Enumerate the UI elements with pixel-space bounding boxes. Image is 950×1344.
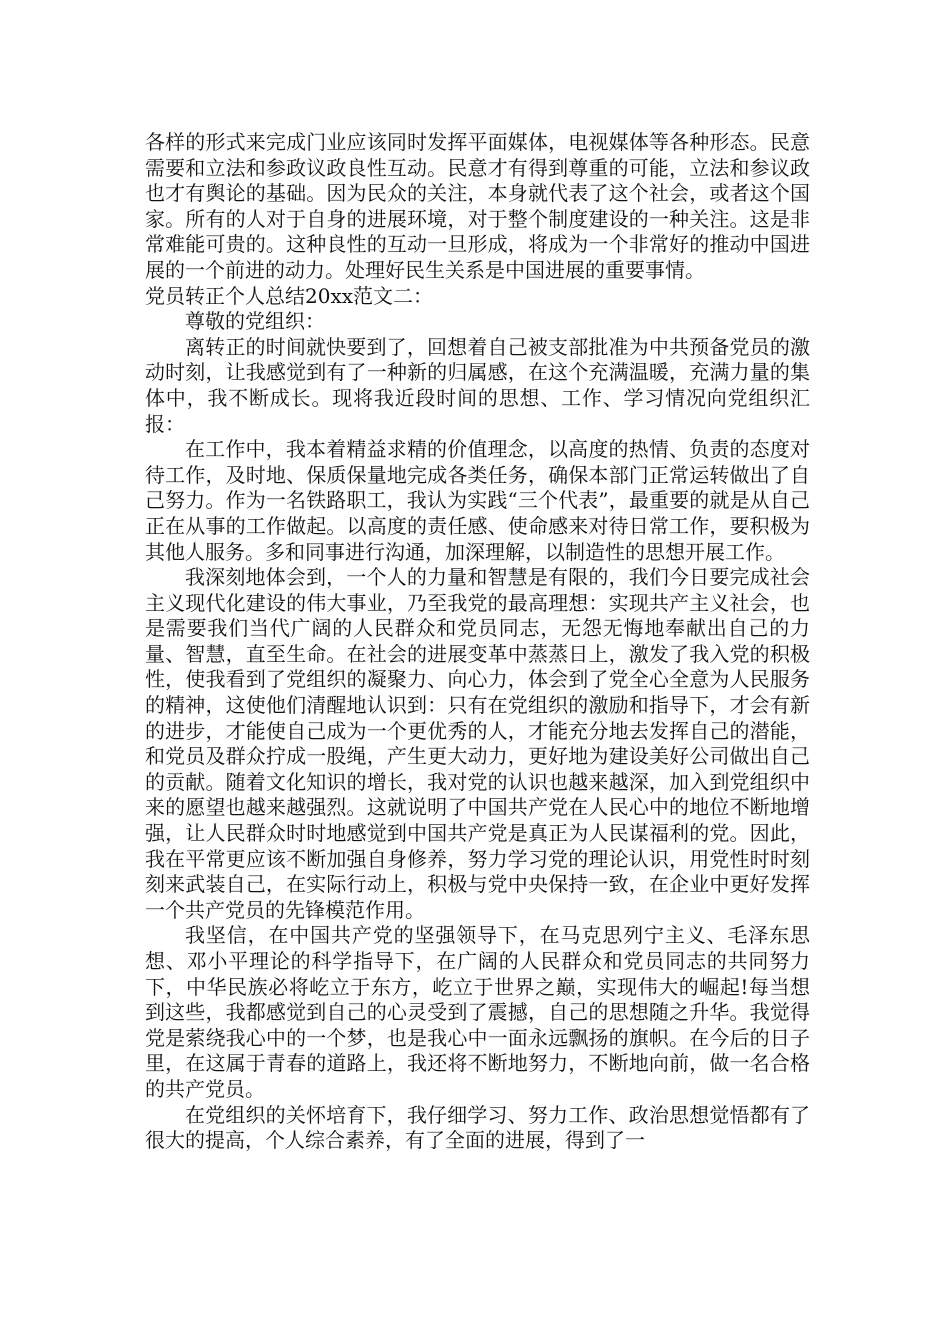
document-page: [145, 130, 810, 1154]
paragraph: 我坚信，在中国共产党的坚强领导下，在马克思列宁主义、毛泽东思想、邓小平理论的科学指导下，在广阔的人民群众和党员同志的共同努力下，中华民族必将屹立于东方，屹立于世界之巅，实现伟大的崛起!每当想到这些，我都感觉到自己的心灵受到了震撼，自己的思想随之升华。我觉得党是萦绕我心中的一个梦，也是我心中一面永远飘扬的旗帜。在今后的日子里，在这属于青春的道路上，我还将不断地努力，不断地向前，做一名合格的共产党员。: [145, 923, 810, 1101]
paragraph: 在工作中，我本着精益求精的价值理念，以高度的热情、负责的态度对待工作，及时地、保质保量地完成各类任务，确保本部门正常运转做出了自己努力。作为一名铁路职工，我认为实践“三个代表”，最重要的就是从自己正在从事的工作做起。以高度的责任感、使命感来对待日常工作，要积极为其他人服务。多和同事进行沟通，加深理解，以制造性的思想开展工作。: [145, 437, 810, 564]
paragraph: 离转正的时间就快要到了，回想着自己被支部批准为中共预备党员的激动时刻，让我感觉到有了一种新的归属感，在这个充满温暖，充满力量的集体中，我不断成长。现将我近段时间的思想、工作、学习情况向党组织汇报：: [145, 334, 810, 436]
paragraph: 我深刻地体会到，一个人的力量和智慧是有限的，我们今日要完成社会主义现代化建设的伟大事业，乃至我党的最高理想：实现共产主义社会，也是需要我们当代广阔的人民群众和党员同志，无怨无悔地奉献出自己的力量、智慧，直至生命。在社会的进展变革中蒸蒸日上，激发了我入党的积极性，使我看到了党组织的凝聚力、向心力，体会到了党全心全意为人民服务的精神，这使他们清醒地认识到：只有在党组织的激励和指导下，才会有新的进步，才能使自己成为一个更优秀的人，才能充分地去发挥自己的潜能，和党员及群众拧成一股绳，产生更大动力，更好地为建设美好公司做出自己的贡献。随着文化知识的增长，我对党的认识也越来越深，加入到党组织中来的愿望也越来越强烈。这就说明了中国共产党在人民心中的地位不断地增强，让人民群众时时地感觉到中国共产党是真正为人民谋福利的党。因此，我在平常更应该不断加强自身修养，努力学习党的理论认识，用党性时时刻刻来武装自己，在实际行动上，积极与党中央保持一致，在企业中更好发挥一个共产党员的先锋模范作用。: [145, 565, 810, 922]
paragraph: 在党组织的关怀培育下，我仔细学习、努力工作、政治思想觉悟都有了很大的提高，个人综合素养，有了全面的进展，得到了一: [145, 1102, 810, 1153]
salutation: 尊敬的党组织：: [185, 309, 325, 334]
paragraph-continuation: 各样的形式来完成门业应该同时发挥平面媒体，电视媒体等各种形态。民意需要和立法和参政议政良性互动。民意才有得到尊重的可能，立法和参议政也才有舆论的基础。因为民众的关注，本身就代表了这个社会，或者这个国家。所有的人对于自身的进展环境，对于整个制度建设的一种关注。这是非常难能可贵的。这种良性的互动一旦形成，将成为一个非常好的推动中国进展的一个前进的动力。处理好民生关系是中国进展的重要事情。: [145, 130, 810, 282]
section-heading: 党员转正个人总结20xx范文二：: [145, 283, 434, 308]
